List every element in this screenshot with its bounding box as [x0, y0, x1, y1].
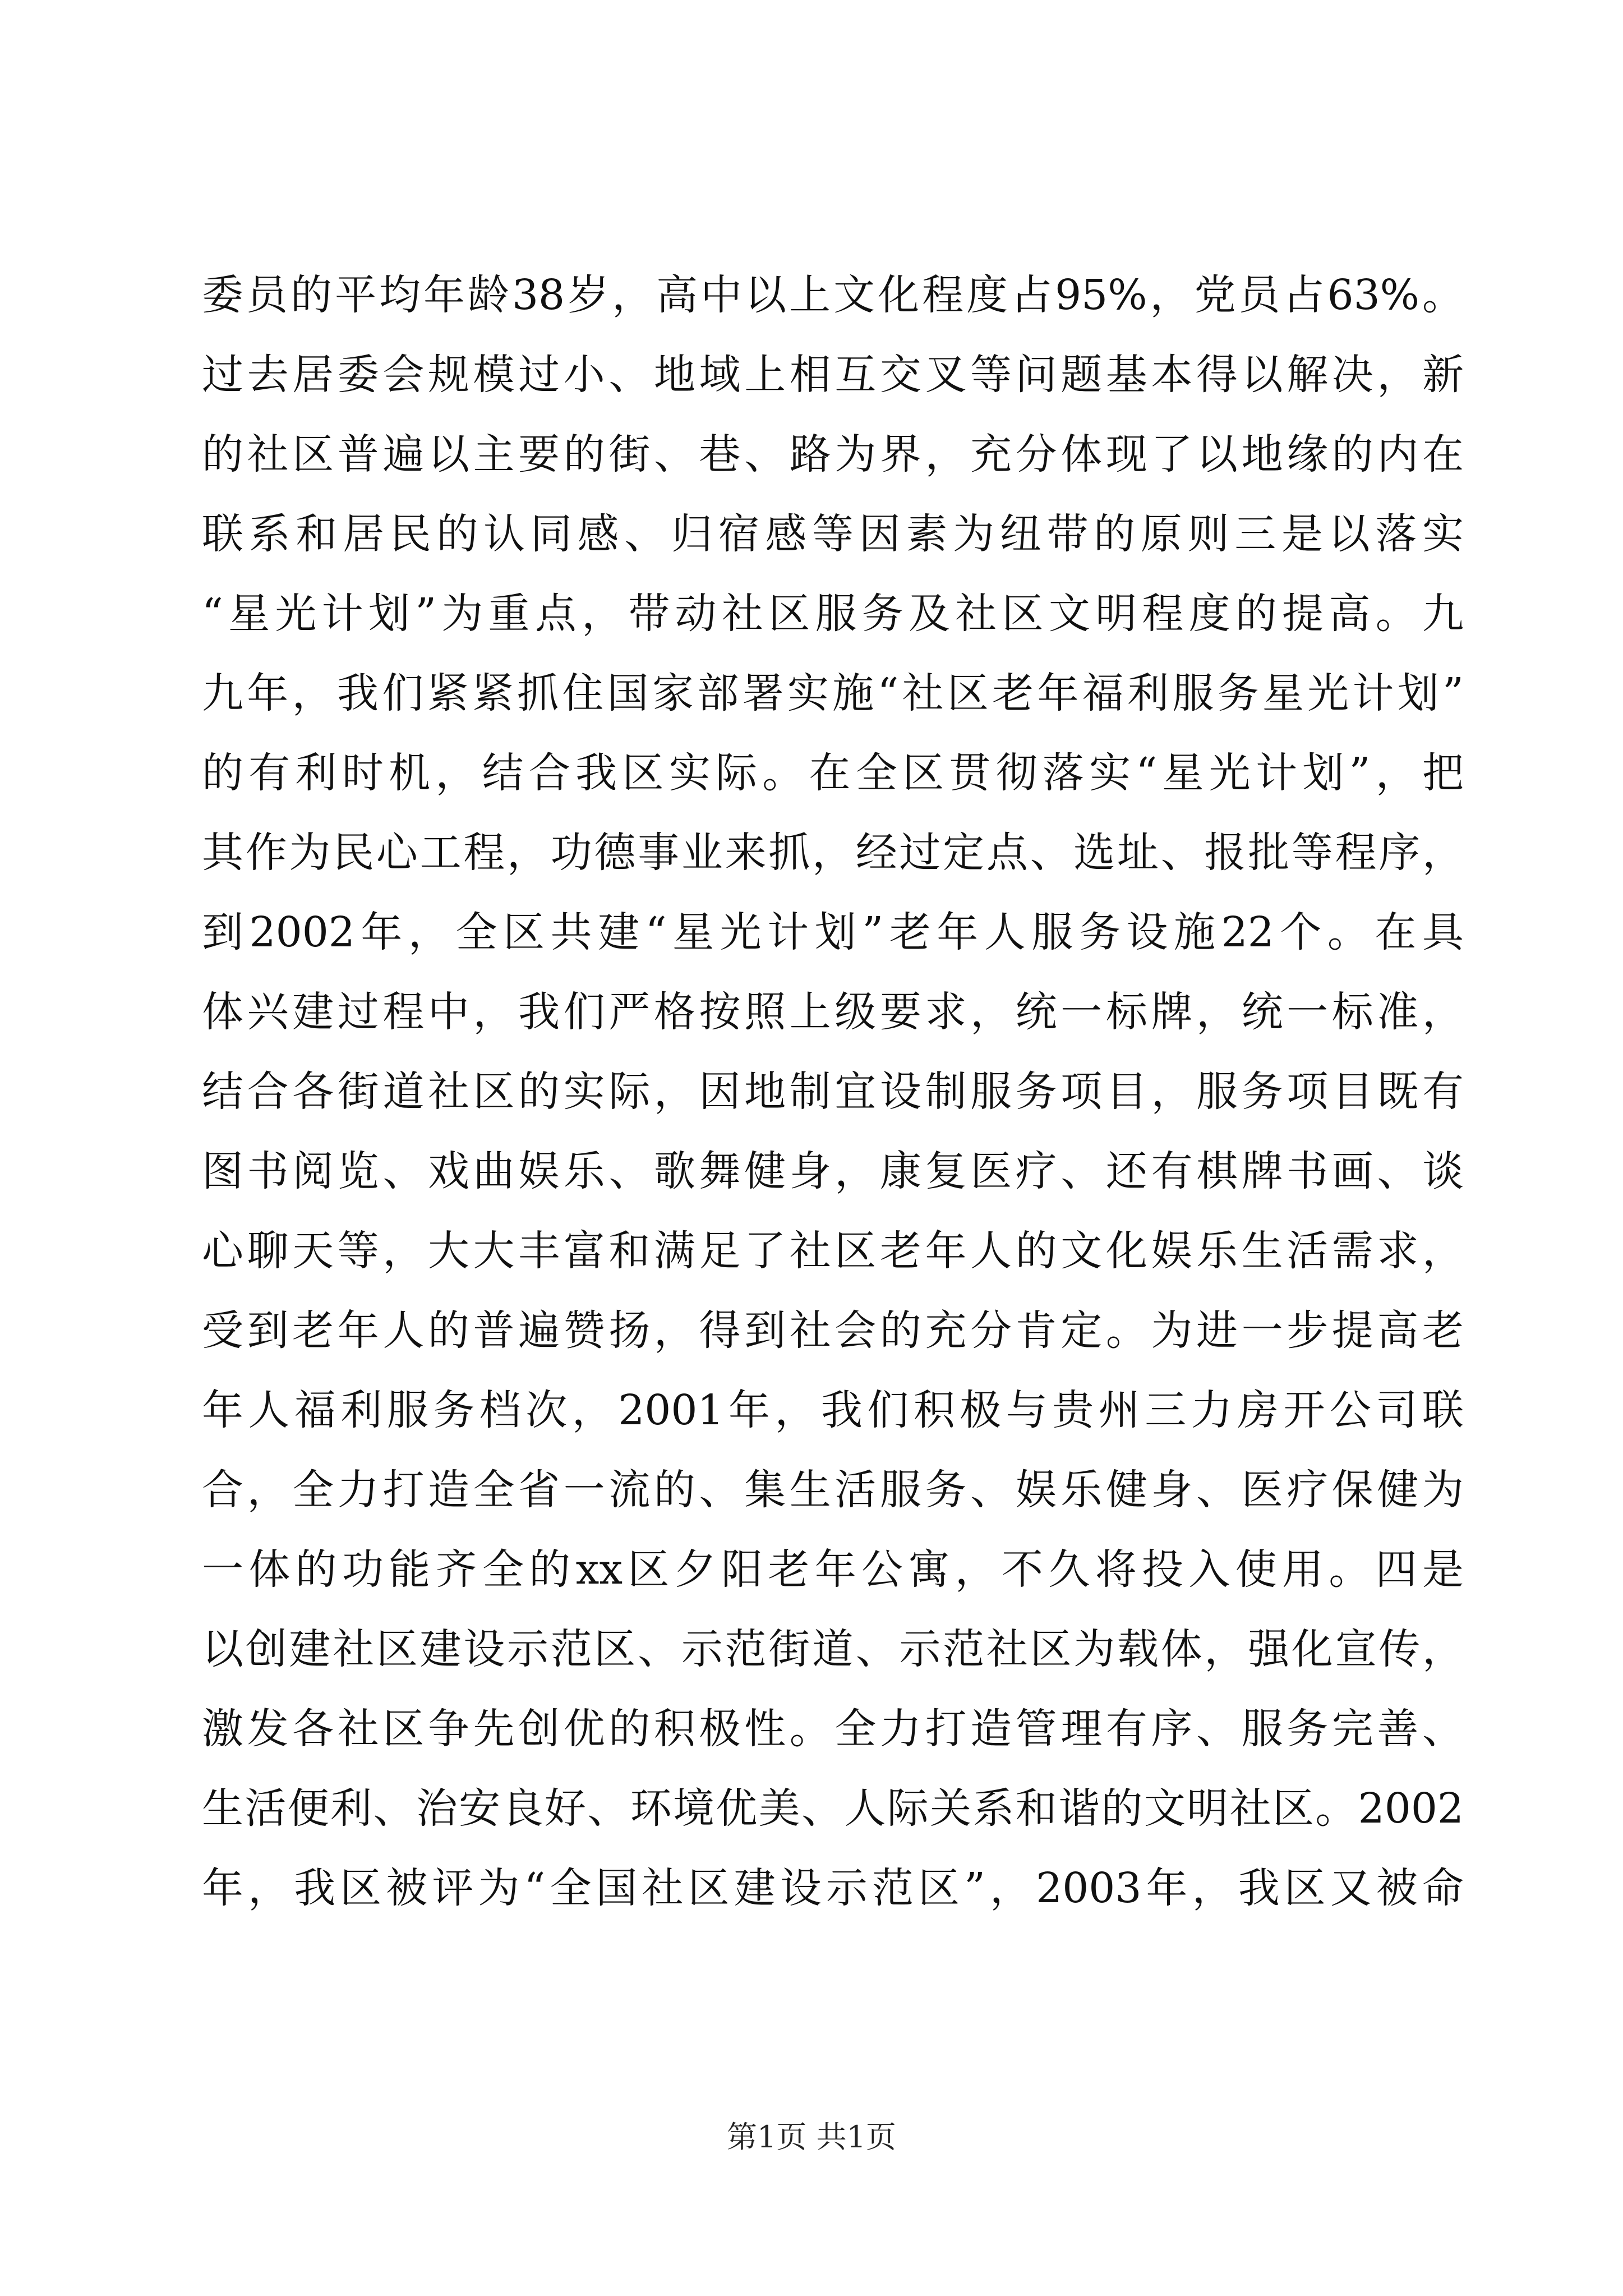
- text-line: 年人福利服务档次，2001年，我们积极与贵州三力房开公司联: [202, 1386, 1464, 1434]
- text-line: 激发各社区争先创优的积极性。全力打造管理有序、服务完善、: [202, 1705, 1464, 1753]
- text-line: 其作为民心工程，功德事业来抓，经过定点、选址、报批等程序，: [202, 829, 1464, 877]
- body-text: [202, 255, 1464, 1928]
- text-line: 的社区普遍以主要的街、巷、路为界，充分体现了以地缘的内在: [202, 430, 1464, 478]
- text-line: 结合各街道社区的实际，因地制宜设制服务项目，服务项目既有: [202, 1068, 1464, 1116]
- text-line: 委员的平均年龄38岁，高中以上文化程度占95%，党员占63%。: [202, 271, 1464, 319]
- text-line: 图书阅览、戏曲娱乐、歌舞健身，康复医疗、还有棋牌书画、谈: [202, 1147, 1464, 1195]
- text-line: 年，我区被评为“全国社区建设示范区”，2003年，我区又被命: [202, 1864, 1464, 1912]
- text-line: 以创建社区建设示范区、示范街道、示范社区为载体，强化宣传，: [202, 1625, 1464, 1673]
- text-line: 体兴建过程中，我们严格按照上级要求，统一标牌，统一标准，: [202, 988, 1464, 1036]
- text-line: 受到老年人的普遍赞扬，得到社会的充分肯定。为进一步提高老: [202, 1306, 1464, 1355]
- text-line: 合，全力打造全省一流的、集生活服务、娱乐健身、医疗保健为: [202, 1466, 1464, 1514]
- page-footer: [0, 2115, 1623, 2160]
- page-number: 第1页 共1页: [727, 2119, 896, 2155]
- text-line: 到2002年，全区共建“星光计划”老年人服务设施22个。在具: [202, 908, 1464, 956]
- text-line: 的有利时机，结合我区实际。在全区贯彻落实“星光计划”，把: [202, 749, 1464, 797]
- text-line: 九年，我们紧紧抓住国家部署实施“社区老年福利服务星光计划”: [202, 669, 1464, 717]
- text-line: 心聊天等，大大丰富和满足了社区老年人的文化娱乐生活需求，: [202, 1227, 1464, 1275]
- text-line: 生活便利、治安良好、环境优美、人际关系和谐的文明社区。2002: [202, 1784, 1464, 1833]
- text-line: 联系和居民的认同感、归宿感等因素为纽带的原则三是以落实: [202, 510, 1464, 558]
- text-line: 一体的功能齐全的xx区夕阳老年公寓，不久将投入使用。四是: [202, 1545, 1464, 1594]
- text-line: 过去居委会规模过小、地域上相互交叉等问题基本得以解决，新: [202, 351, 1464, 399]
- text-line: “星光计划”为重点，带动社区服务及社区文明程度的提高。九: [202, 590, 1464, 638]
